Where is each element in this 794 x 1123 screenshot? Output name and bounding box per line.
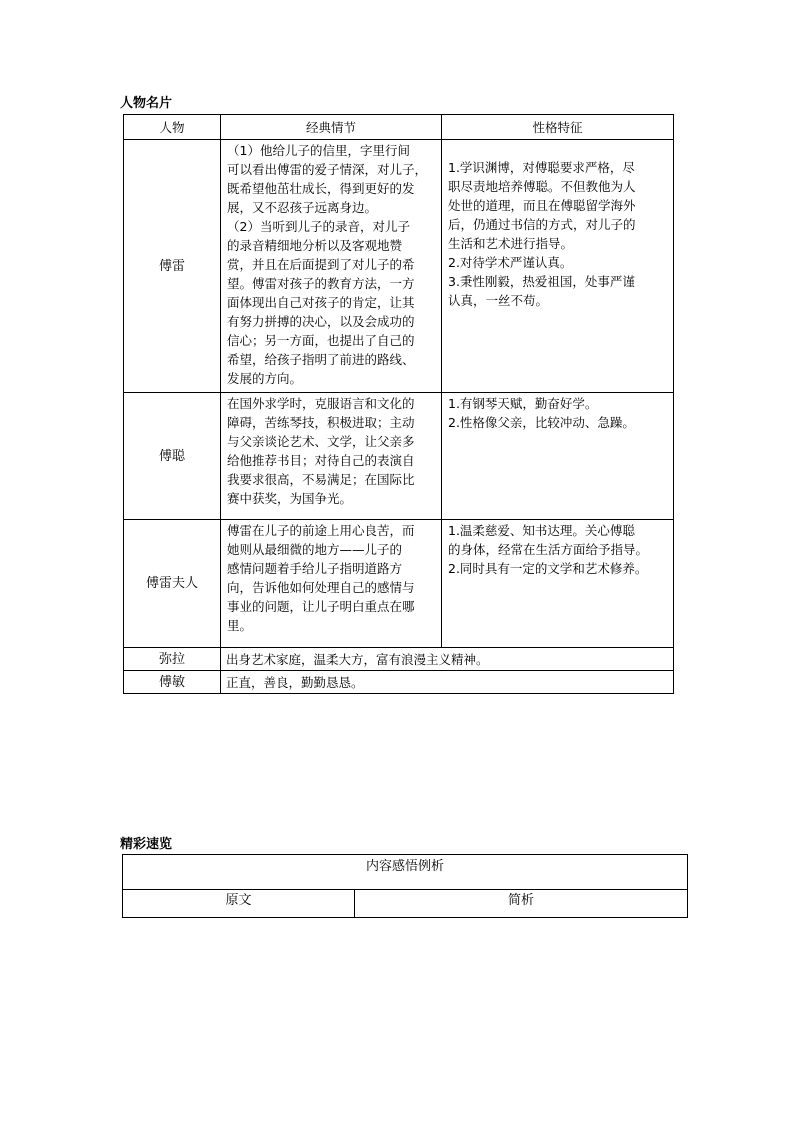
character-name: 弥拉 (124, 648, 221, 671)
plot-cell (221, 520, 442, 648)
table-title-row (123, 855, 688, 890)
text-line: 赛中获奖，为国争光。 (227, 491, 353, 506)
text-line: （2）当听到儿子的录音，对儿子 (227, 219, 410, 234)
text-line: 她则从最细微的地方——儿子的 (227, 542, 403, 557)
text-line: 向，告诉他如何处理自己的感情与 (227, 580, 415, 595)
character-name: 傅聪 (124, 393, 221, 520)
text-line: 我要求很高，不易满足；在国际比 (227, 472, 415, 487)
table-header-row (124, 115, 674, 140)
character-name: 傅敏 (124, 671, 221, 694)
text-line: 展，又不忍孩子远离身边。 (227, 200, 378, 215)
traits-cell (442, 140, 674, 393)
text-line: 的录音精细地分析以及客观地赞 (227, 238, 403, 253)
text-line: 2.对待学术严谨认真。 (448, 255, 573, 270)
text-line: 既希望他茁壮成长，得到更好的发 (227, 181, 415, 196)
header-classic-plot: 经典情节 (221, 115, 442, 140)
table-row (124, 648, 674, 671)
text-line: 1.有钢琴天赋，勤奋好学。 (448, 396, 598, 411)
table-row (124, 393, 674, 520)
text-line: 有努力拼搏的决心，以及会成功的 (227, 314, 415, 329)
character-card-table (123, 114, 674, 694)
description-cell: 正直，善良，勤勤恳恳。 (221, 671, 674, 694)
text-line: 与父亲谈论艺术、文学，让父亲多 (227, 434, 415, 449)
text-line: （1）他给儿子的信里，字里行间 (227, 143, 410, 158)
plot-cell (221, 393, 442, 520)
content-analysis-table (122, 854, 688, 918)
text-line: 后，仍通过书信的方式，对儿子的 (448, 217, 636, 232)
text-line: 职尽责地培养傅聪。不但教他为人 (448, 179, 636, 194)
table-header-row (123, 890, 688, 918)
text-line: 给他推荐书目；对待自己的表演自 (227, 453, 415, 468)
section-title-character-cards: 人物名片 (120, 96, 173, 111)
header-brief-analysis: 简析 (355, 890, 688, 918)
traits-cell (442, 393, 674, 520)
text-line: 2.性格像父亲，比较冲动、急躁。 (448, 415, 635, 430)
text-line: 感情问题着手给儿子指明道路方 (227, 561, 403, 576)
section-title-highlights: 精彩速览 (120, 837, 173, 852)
traits-cell (442, 520, 674, 648)
description-cell: 出身艺术家庭，温柔大方，富有浪漫主义精神。 (221, 648, 674, 671)
text-line: 2.同时具有一定的文学和艺术修养。 (448, 561, 648, 576)
character-name: 傅雷夫人 (124, 520, 221, 648)
text-line: 1.学识渊博，对傅聪要求严格，尽 (448, 160, 635, 175)
table-row (124, 671, 674, 694)
text-line: 望。傅雷对孩子的教育方法，一方 (227, 276, 415, 291)
text-line: 面体现出自己对孩子的肯定，让其 (227, 295, 415, 310)
plot-cell (221, 140, 442, 393)
text-line: 认真，一丝不苟。 (448, 293, 549, 308)
text-line: 可以看出傅雷的爱子情深，对儿子， (227, 162, 428, 177)
header-character: 人物 (124, 115, 221, 140)
text-line: 生活和艺术进行指导。 (448, 236, 574, 251)
text-line: 希望，给孩子指明了前进的路线、 (227, 352, 415, 367)
table-row (124, 140, 674, 393)
text-line: 障碍，苦练琴技，积极进取；主动 (227, 415, 415, 430)
header-original-text: 原文 (123, 890, 355, 918)
text-line: 3.秉性刚毅，热爱祖国，处事严谨 (448, 274, 635, 289)
header-personality: 性格特征 (442, 115, 674, 140)
text-line: 事业的问题，让儿子明白重点在哪 (227, 599, 415, 614)
character-name: 傅雷 (124, 140, 221, 393)
text-line: 里。 (227, 618, 253, 633)
text-line: 在国外求学时，克服语言和文化的 (227, 396, 415, 411)
text-line: 1.温柔慈爱、知书达理。关心傅聪 (448, 523, 635, 538)
text-line: 信心；另一方面，也提出了自己的 (227, 333, 415, 348)
text-line: 发展的方向。 (227, 371, 303, 386)
text-line: 傅雷在儿子的前途上用心良苦，而 (227, 523, 415, 538)
table-title: 内容感悟例析 (123, 855, 688, 890)
text-line: 的身体，经常在生活方面给予指导。 (448, 542, 649, 557)
text-line: 赏，并且在后面提到了对儿子的希 (227, 257, 415, 272)
table-row (124, 520, 674, 648)
text-line: 处世的道理，而且在傅聪留学海外 (448, 198, 636, 213)
